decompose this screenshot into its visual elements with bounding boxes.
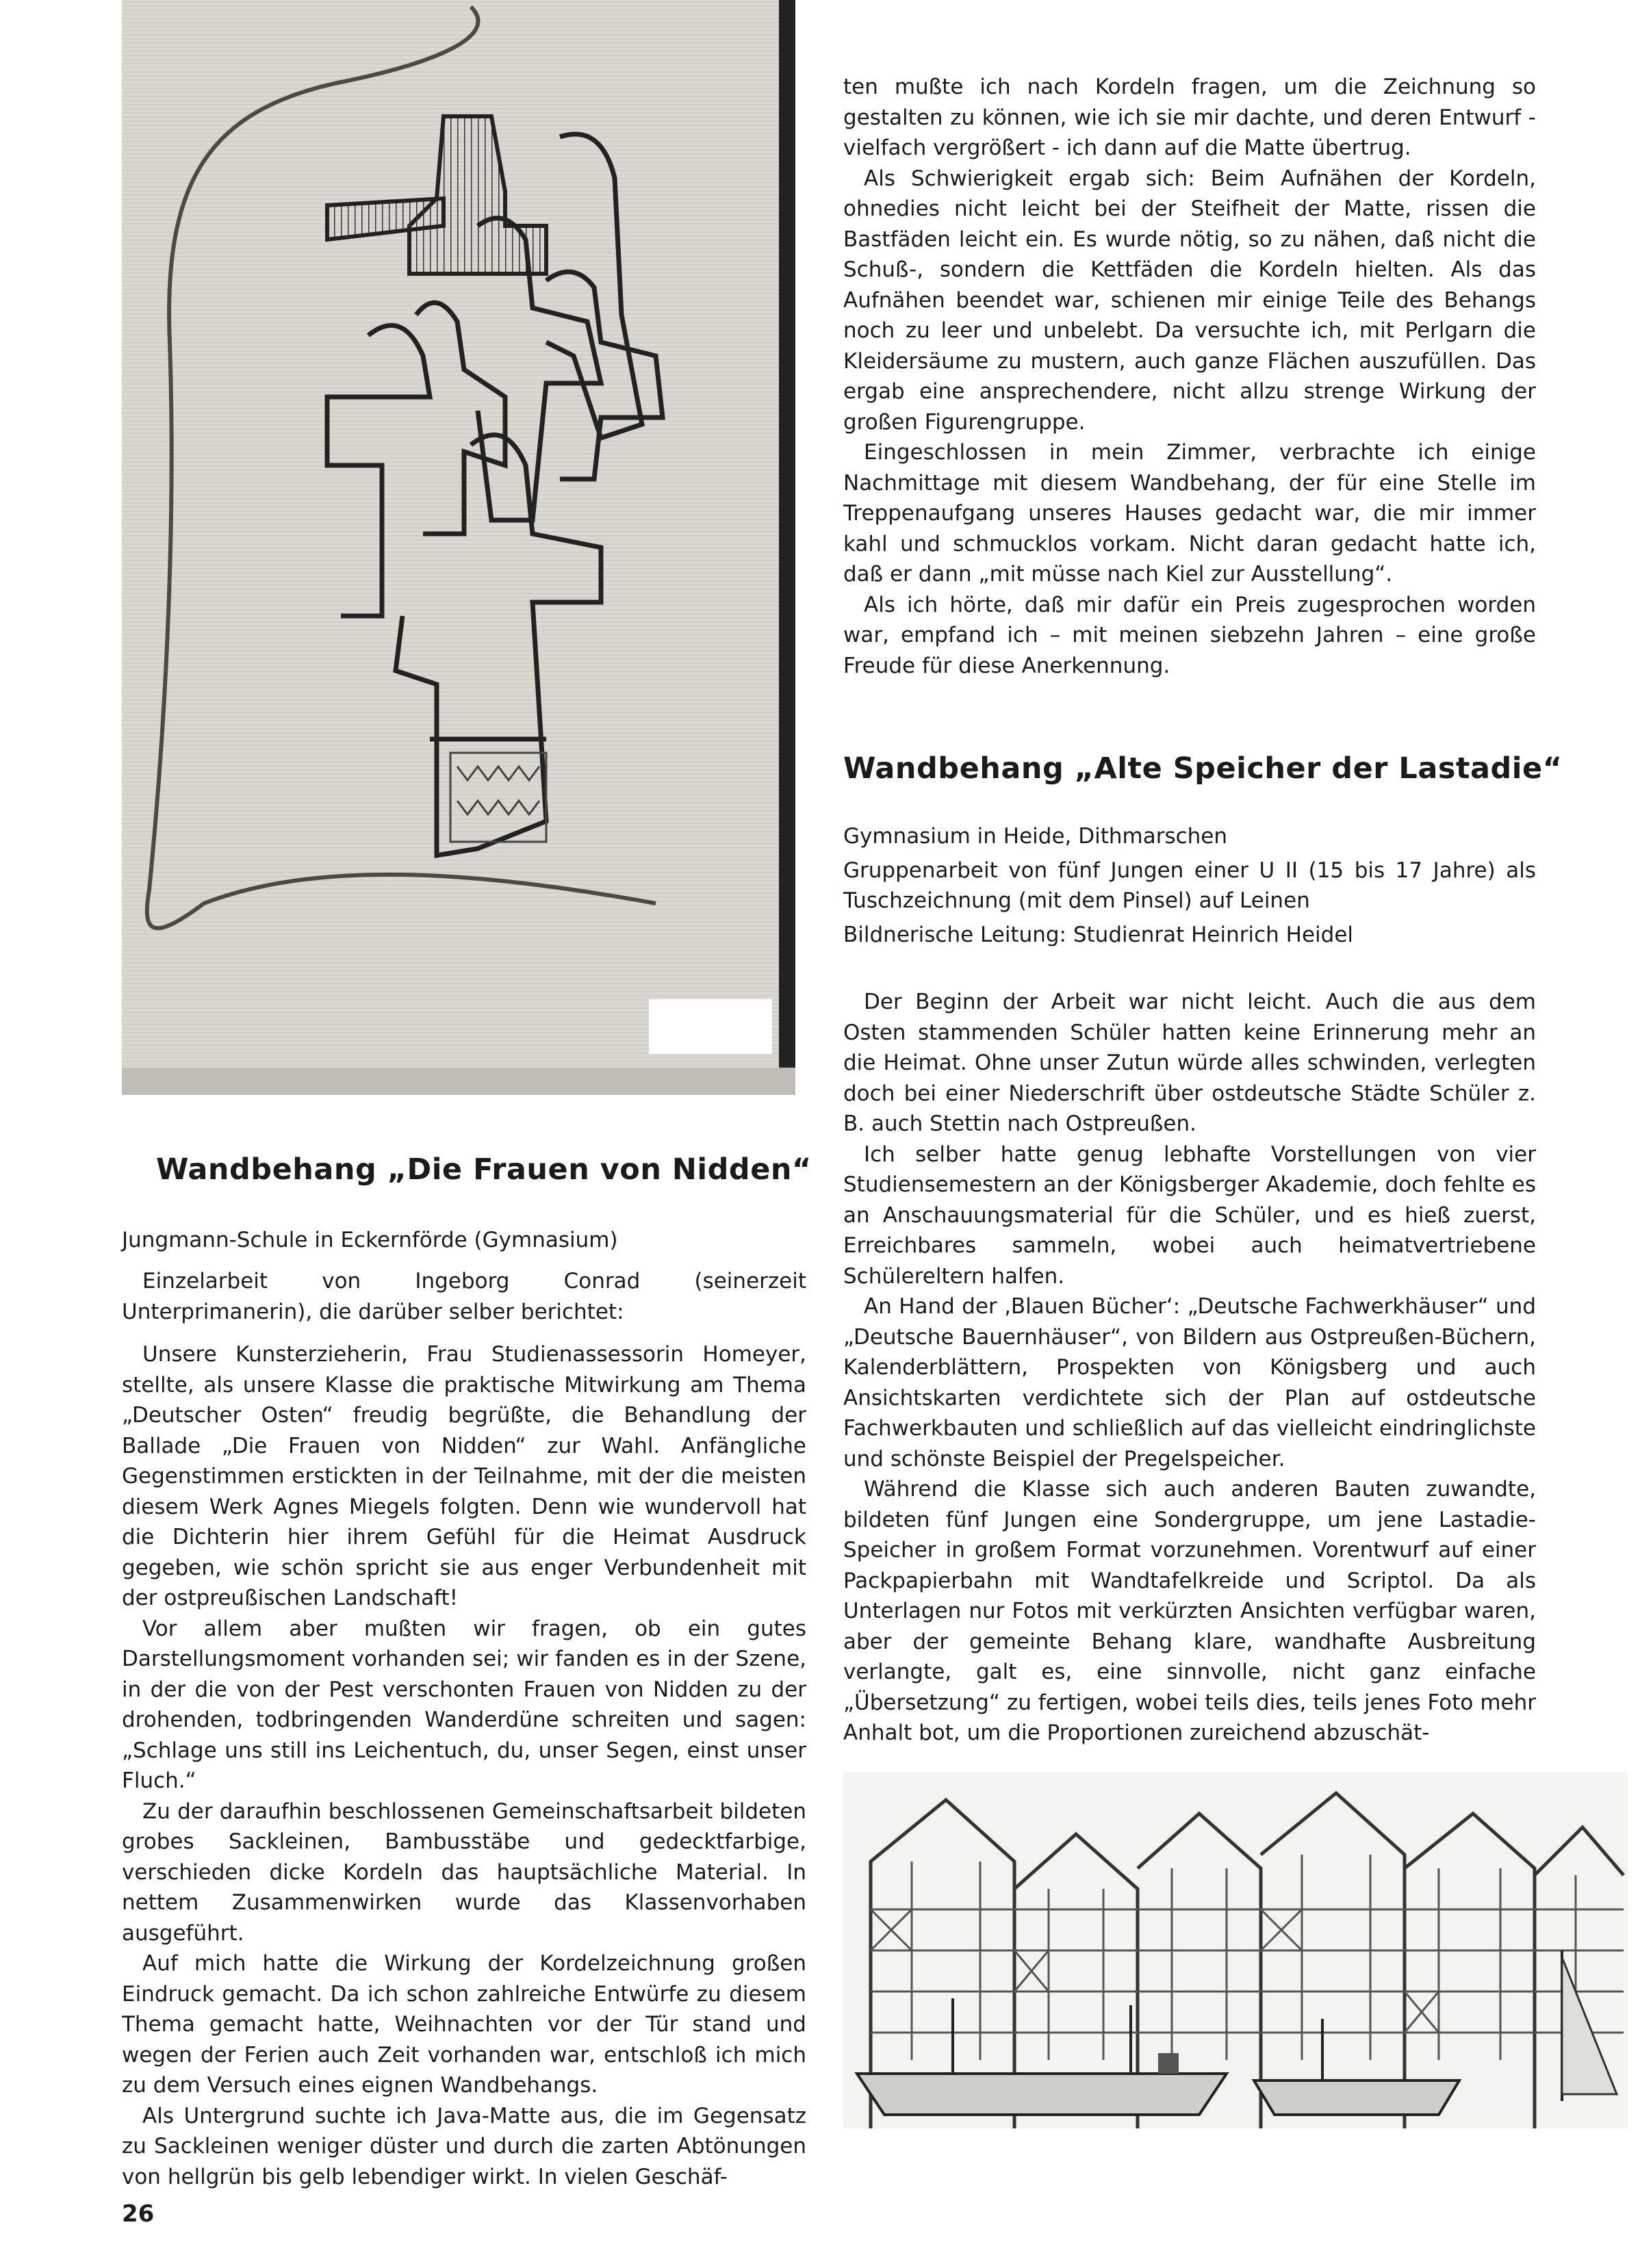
paragraph: Ich selber hatte genug lebhafte Vorstellungen von vier Studiensemestern an der Königsberger Akademie, doch fehlte es an Anschauungsmaterial für die Schüler, und es hieß zuerst, Erreichbares sammeln, wobei auch heimatvertriebene Schülereltern halfen. <box>843 1142 1536 1289</box>
paragraph: An Hand der ‚Blauen Bücher‘: „Deutsche Fachwerkhäuser“ und „Deutsche Bauernhäuser“, von Bildern aus Ostpreußen-Büchern, Kalenderblättern, Prospekten von Königsberg und auch Ansichtskarten verdichtete sich der Plan auf ostdeutsche Fachwerkbauten und schließlich auf das vielleicht eindringlichste und schönste Beispiel der Pregelspeicher. <box>843 1294 1536 1471</box>
page-number: 26 <box>122 2200 155 2228</box>
author-line: Einzelarbeit von Ingeborg Conrad (seinerzeit Unterprimanerin), die darüber selber berichtet: <box>122 1269 806 1324</box>
tapestry-women-figures-image <box>122 0 795 1095</box>
paragraph: Auf mich hatte die Wirkung der Kordelzeichnung großen Eindruck gemacht. Da ich schon zahlreiche Entwürfe zu diesem Thema gemacht hatte, Weihnachten vor der Tür stand und wegen der Ferien auch Zeit vorhanden war, entschloß ich mich zu dem Versuch eines eignen Wandbehangs. <box>122 1951 806 2098</box>
paragraph: Unsere Kunsterzieherin, Frau Studienassessorin Homeyer, stellte, als unsere Klasse die praktische Mitwirkung am Thema „Deutscher Osten“ freudig begrüßte, die Behandlung der Ballade „Die Frauen von Nidden“ zur Wahl. Anfängliche Gegenstimmen erstickten in der Teilnahme, mit der die meisten diesem Werk Agnes Miegels folgten. Denn wie wundervoll hat die Dichterin hier ihrem Gefühl für die Heimat Ausdruck gegeben, wie schön spricht sie aus enger Verbundenheit mit der ostpreußischen Landschaft! <box>122 1342 806 1610</box>
lastadie-body <box>843 987 1536 1749</box>
tapestry-women-figure <box>122 0 795 1095</box>
paragraph: Der Beginn der Arbeit war nicht leicht. Auch die aus dem Osten stammenden Schüler hatten keine Erinnerung mehr an die Heimat. Ohne unser Zutun würde alles schwinden, verlegten doch bei einer Niederschrift über ostdeutsche Städte Schüler z. B. auch Stettin nach Ostpreußen. <box>843 990 1536 1136</box>
lastadie-info <box>843 821 1536 954</box>
paragraph: Zu der daraufhin beschlossenen Gemeinschaftsarbeit bildeten grobes Sackleinen, Bambusstäbe und gedecktfarbige, verschieden dicke Kordeln das hauptsächliche Material. In nettem Zusammenwirken wurde das Klassenvorhaben ausgeführt. <box>122 1799 806 1946</box>
section-heading-lastadie: Wandbehang „Alte Speicher der Lastadie“ <box>843 751 1563 786</box>
group-line: Gruppenarbeit von fünf Jungen einer U II (15 bis 17 Jahre) als Tuschzeichnung (mit dem Pinsel) auf Leinen <box>843 858 1536 913</box>
paragraph: Eingeschlossen in mein Zimmer, verbrachte ich einige Nachmittage mit diesem Wandbehang, der für eine Stelle im Treppenaufgang unseres Hauses gedacht war, die mir immer kahl und schmucklos vorkam. Nicht daran gedacht hatte ich, daß er dann „mit müsse nach Kiel zur Ausstellung“. <box>843 440 1536 587</box>
nidden-body <box>122 1266 806 2192</box>
paragraph: Als ich hörte, daß mir dafür ein Preis zugesprochen worden war, empfand ich – mit meinen siebzehn Jahren – eine große Freude für diese Anerkennung. <box>843 592 1536 678</box>
paragraph: Als Schwierigkeit ergab sich: Beim Aufnähen der Kordeln, ohnedies nicht leicht bei der Steifheit der Matte, rissen die Bastfäden leicht ein. Es wurde nötig, so zu nähen, daß nicht die Schuß-, sondern die Kettfäden die Kordeln hielten. Als das Aufnähen beendet war, schienen mir einige Teile des Behangs noch zu leer und unbelebt. Da versuchte ich, mit Perlgarn die Kleidersäume zu mustern, auch ganze Flächen auszufüllen. Das ergab eine ansprechendere, nicht allzu strenge Wirkung der großen Figurengruppe. <box>843 166 1536 435</box>
section-heading-nidden: Wandbehang „Die Frauen von Nidden“ <box>156 1152 812 1187</box>
school-line: Gymnasium in Heide, Dithmarschen <box>843 824 1228 849</box>
school-line: Jungmann-Schule in Eckernförde (Gymnasium) <box>122 1228 618 1252</box>
paragraph: Während die Klasse sich auch anderen Bauten zuwandte, bildeten fünf Jungen eine Sondergruppe, um jene Lastadie-Speicher in großem Format vorzunehmen. Vorentwurf auf einer Packpapierbahn mit Wandtafelkreide und Scriptol. Da als Unterlagen nur Fotos mit verkürzten Ansichten verfügbar waren, aber der gemeinte Behang klare, wandhafte Ausbreitung verlangte, galt es, eine sinnvolle, nicht ganz einfache „Übersetzung“ zu fertigen, wobei teils dies, teils jenes Foto mehr Anhalt bot, um die Proportionen zureichend abzuschät- <box>843 1477 1536 1745</box>
teacher-line: Bildnerische Leitung: Studienrat Heinrich Heidel <box>843 923 1353 947</box>
paragraph: Als Untergrund suchte ich Java-Matte aus, die im Gegensatz zu Sackleinen weniger düster und durch die zarten Abtönungen von hellgrün bis gelb lebendiger wirkt. In vielen Geschäf- <box>122 2103 806 2189</box>
right-column-top <box>843 72 1536 681</box>
nidden-info <box>122 1225 806 1259</box>
paragraph: Vor allem aber mußten wir fragen, ob ein gutes Darstellungsmoment vorhanden sei; wir fanden es in der Szene, in der die von der Pest verschonten Frauen von Nidden zu der drohenden, todbringenden Wanderdüne schreiten und sagen: „Schlage uns still ins Leichentuch, du, unser Segen, einst unser Fluch.“ <box>122 1616 806 1793</box>
tapestry-warehouses-harbor-image <box>843 1773 1628 2128</box>
tapestry-warehouses-figure <box>843 1773 1628 2128</box>
paragraph: ten mußte ich nach Kordeln fragen, um die Zeichnung so gestalten zu können, wie ich sie mir dachte, und deren Entwurf - vielfach vergrößert - ich dann auf die Matte übertrug. <box>843 75 1536 160</box>
